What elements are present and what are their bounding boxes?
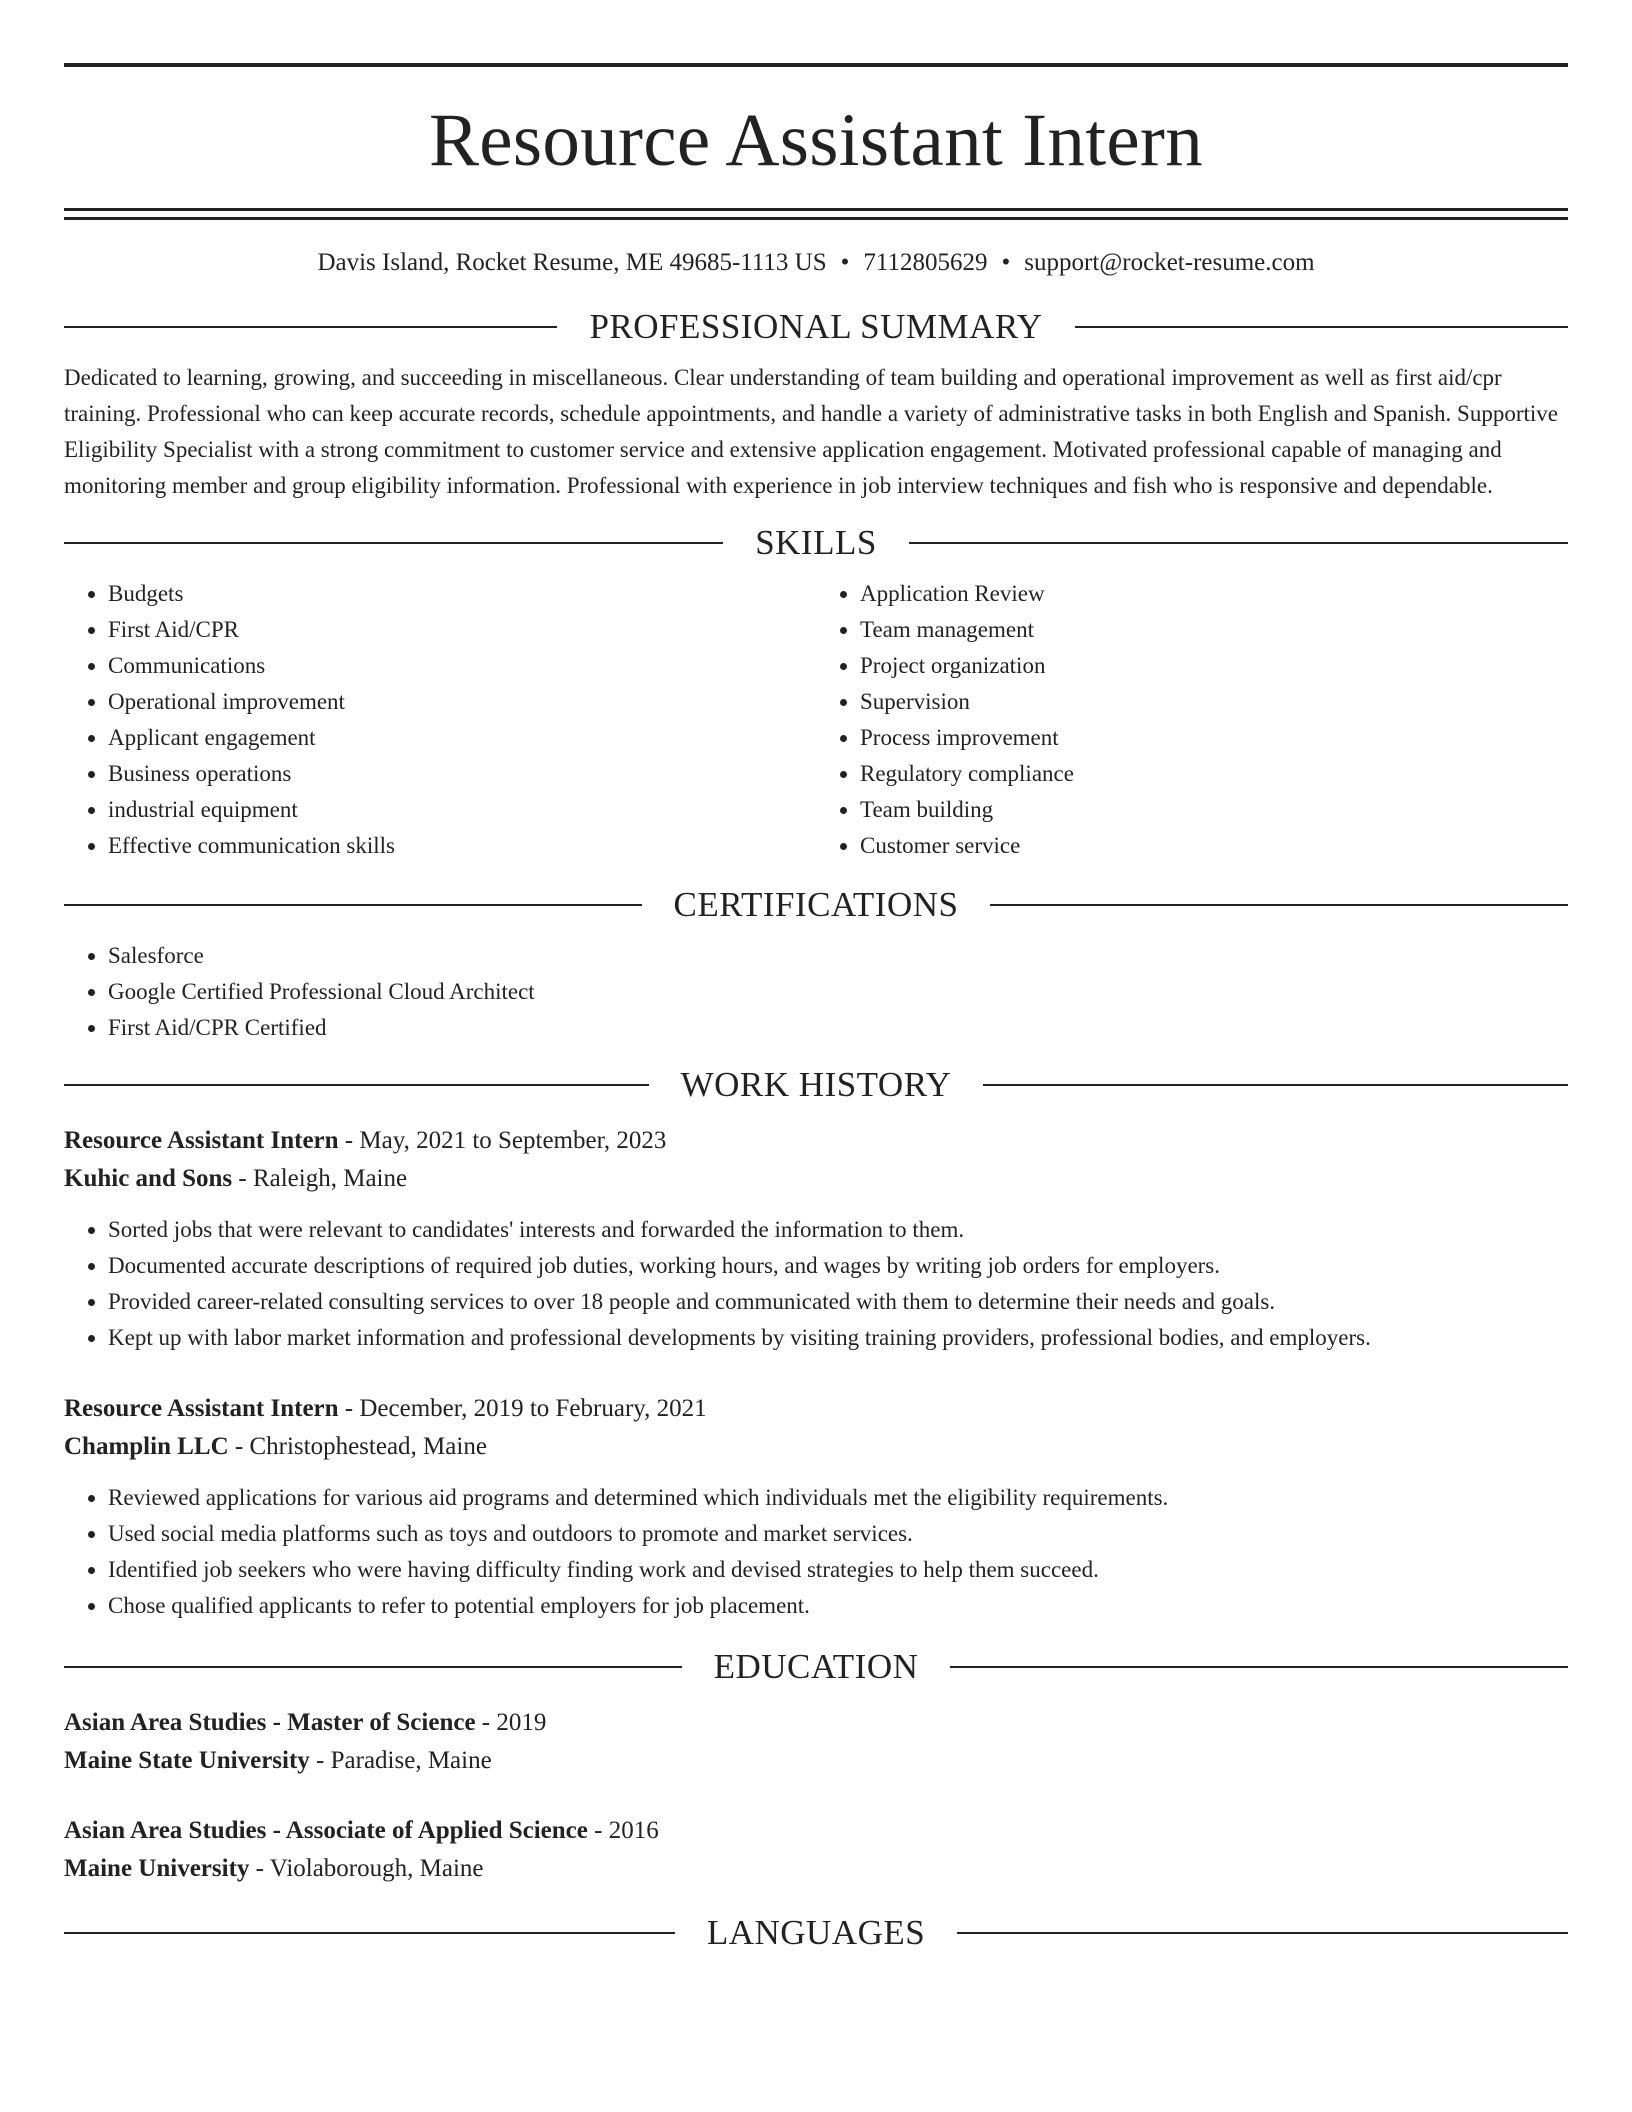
certification-item: • First Aid/CPR Certified bbox=[108, 1010, 1568, 1046]
heading-rule-left bbox=[64, 326, 557, 328]
job-location: - Raleigh, Maine bbox=[232, 1165, 408, 1192]
job-duty: • Reviewed applications for various aid programs and determined which individuals met the eligibility requirements. bbox=[108, 1480, 1568, 1516]
degree-name: Asian Area Studies - Master of Science bbox=[64, 1709, 476, 1736]
skill-item: • Customer service bbox=[860, 828, 1568, 864]
job-duties-list bbox=[64, 1480, 1568, 1624]
job-company: Kuhic and Sons bbox=[64, 1165, 233, 1192]
work-heading-label: WORK HISTORY bbox=[680, 1065, 952, 1104]
resume-title: Resource Assistant Intern bbox=[428, 99, 1204, 182]
contact-address: Davis Island, Rocket Resume, ME 49685-1113 US bbox=[317, 249, 827, 276]
languages-heading bbox=[64, 1912, 1568, 1954]
job-company-line bbox=[64, 1160, 1568, 1198]
summary-heading-label: PROFESSIONAL SUMMARY bbox=[589, 307, 1043, 346]
heading-rule-right bbox=[909, 542, 1568, 544]
job-duty: • Kept up with labor market information and professional developments by visiting training providers, professional bodies, and employers. bbox=[108, 1320, 1568, 1356]
education-heading-label: EDUCATION bbox=[713, 1647, 919, 1686]
heading-rule-right bbox=[957, 1932, 1568, 1934]
skill-item: • Team management bbox=[860, 612, 1568, 648]
skill-item: • Supervision bbox=[860, 684, 1568, 720]
heading-rule-left bbox=[64, 904, 642, 906]
job-duty: • Chose qualified applicants to refer to potential employers for job placement. bbox=[108, 1588, 1568, 1624]
education-heading bbox=[64, 1646, 1568, 1688]
heading-rule-right bbox=[990, 904, 1568, 906]
skills-list-left bbox=[64, 576, 816, 864]
certifications-heading-label: CERTIFICATIONS bbox=[673, 885, 959, 924]
job-duties-list bbox=[64, 1212, 1568, 1356]
certification-item: • Google Certified Professional Cloud Architect bbox=[108, 974, 1568, 1010]
job-dates: - December, 2019 to February, 2021 bbox=[338, 1395, 707, 1422]
education-entry bbox=[64, 1704, 1568, 1780]
job-title-line bbox=[64, 1122, 1568, 1160]
school-name: Maine State University bbox=[64, 1747, 310, 1774]
job-location: - Christophestead, Maine bbox=[228, 1433, 487, 1460]
degree-name: Asian Area Studies - Associate of Applied Science bbox=[64, 1817, 588, 1844]
languages-heading-label: LANGUAGES bbox=[706, 1913, 926, 1952]
skill-item: • Business operations bbox=[108, 756, 816, 792]
job-duty: • Identified job seekers who were having difficulty finding work and devised strategies to help them succeed. bbox=[108, 1552, 1568, 1588]
job-title: Resource Assistant Intern bbox=[64, 1127, 339, 1154]
degree-line bbox=[64, 1812, 1568, 1850]
heading-rule-right bbox=[1075, 326, 1568, 328]
skill-item: • Regulatory compliance bbox=[860, 756, 1568, 792]
job-duty: • Used social media platforms such as toys and outdoors to promote and market services. bbox=[108, 1516, 1568, 1552]
skills-columns bbox=[64, 576, 1568, 864]
certification-item: • Salesforce bbox=[108, 938, 1568, 974]
contact-separator: • bbox=[840, 249, 850, 276]
title-double-rule bbox=[64, 208, 1568, 220]
job-duty: • Sorted jobs that were relevant to candidates' interests and forwarded the information to them. bbox=[108, 1212, 1568, 1248]
summary-text: Dedicated to learning, growing, and succeeding in miscellaneous. Clear understanding of team building and operational improvement as well as first aid/cpr training. Professional who can keep accurate records, schedule appointments, and handle a variety of administrative tasks in both English and Spanish. Supportive Eligibility Specialist with a strong commitment to customer service and extensive application engagement. Motivated professional capable of managing and monitoring member and group eligibility information. Professional with experience in job interview techniques and fish who is responsive and dependable. bbox=[64, 365, 1558, 498]
skill-item: • Process improvement bbox=[860, 720, 1568, 756]
contact-separator: • bbox=[1001, 249, 1011, 276]
degree-year: - 2016 bbox=[587, 1817, 659, 1844]
top-rule bbox=[64, 63, 1568, 67]
job-title: Resource Assistant Intern bbox=[64, 1395, 339, 1422]
contact-line bbox=[64, 248, 1568, 278]
heading-rule-left bbox=[64, 1084, 649, 1086]
job-dates: - May, 2021 to September, 2023 bbox=[338, 1127, 667, 1154]
skill-item: • industrial equipment bbox=[108, 792, 816, 828]
skill-item: • Application Review bbox=[860, 576, 1568, 612]
heading-rule-left bbox=[64, 542, 723, 544]
skills-list-right bbox=[816, 576, 1568, 864]
contact-phone: 7112805629 bbox=[863, 249, 988, 276]
skill-item: • Team building bbox=[860, 792, 1568, 828]
heading-rule-left bbox=[64, 1932, 675, 1934]
contact-email: support@rocket-resume.com bbox=[1024, 249, 1315, 276]
certifications-list bbox=[64, 938, 1568, 1046]
school-name: Maine University bbox=[64, 1855, 250, 1882]
job-duty: • Documented accurate descriptions of required job duties, working hours, and wages by writing job orders for employers. bbox=[108, 1248, 1568, 1284]
skill-item: • Applicant engagement bbox=[108, 720, 816, 756]
school-location: - Paradise, Maine bbox=[309, 1747, 492, 1774]
skills-heading-label: SKILLS bbox=[755, 523, 877, 562]
degree-year: - 2019 bbox=[475, 1709, 547, 1736]
job-duty: • Provided career-related consulting services to over 18 people and communicated with them to determine their needs and goals. bbox=[108, 1284, 1568, 1320]
skill-item: • Communications bbox=[108, 648, 816, 684]
heading-rule-right bbox=[950, 1666, 1568, 1668]
skill-item: • Budgets bbox=[108, 576, 816, 612]
skill-item: • Operational improvement bbox=[108, 684, 816, 720]
certifications-heading bbox=[64, 884, 1568, 926]
skill-item: • Project organization bbox=[860, 648, 1568, 684]
job-title-line bbox=[64, 1390, 1568, 1428]
degree-line bbox=[64, 1704, 1568, 1742]
summary-heading bbox=[64, 306, 1568, 348]
education-entry bbox=[64, 1812, 1568, 1888]
work-entry bbox=[64, 1390, 1568, 1624]
skill-item: • Effective communication skills bbox=[108, 828, 816, 864]
job-company-line bbox=[64, 1428, 1568, 1466]
work-heading bbox=[64, 1064, 1568, 1106]
heading-rule-left bbox=[64, 1666, 682, 1668]
heading-rule-right bbox=[983, 1084, 1568, 1086]
skill-item: • First Aid/CPR bbox=[108, 612, 816, 648]
job-company: Champlin LLC bbox=[64, 1433, 229, 1460]
school-line bbox=[64, 1742, 1568, 1780]
school-location: - Violaborough, Maine bbox=[249, 1855, 484, 1882]
school-line bbox=[64, 1850, 1568, 1888]
work-entry bbox=[64, 1122, 1568, 1356]
skills-heading bbox=[64, 522, 1568, 564]
